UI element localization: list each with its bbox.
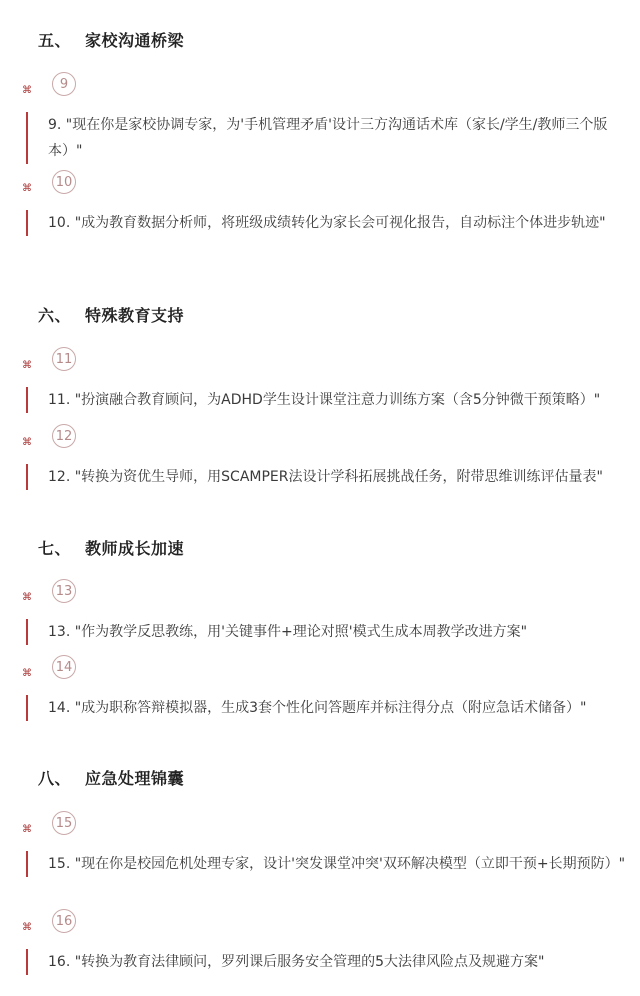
prompt-item: 12. "转换为资优生导师，用SCAMPER法设计学科拓展挑战任务，附带思维训练评估量表"	[26, 464, 630, 490]
bookmark-icon: ⌘	[22, 360, 32, 371]
prompt-item: 13. "作为教学反思教练，用'关键事件+理论对照'模式生成本周教学改进方案"	[26, 619, 630, 645]
prompt-item: 9. "现在你是家校协调专家，为'手机管理矛盾'设计三方沟通话术库（家长/学生/教师三个版本）"	[26, 112, 630, 164]
bookmark-icon: ⌘	[22, 592, 32, 603]
bookmark-icon: ⌘	[22, 437, 32, 448]
prompt-item: 14. "成为职称答辩模拟器，生成3套个性化问答题库并标注得分点（附应急话术储备）"	[26, 695, 630, 721]
number-badge: 11	[52, 347, 76, 371]
item-badge-row	[0, 655, 640, 683]
item-badge-row	[0, 811, 640, 839]
prompt-item: 15. "现在你是校园危机处理专家，设计'突发课堂冲突'双环解决模型（立即干预+长期预防）"	[26, 851, 630, 877]
prompt-item: 11. "扮演融合教育顾问，为ADHD学生设计课堂注意力训练方案（含5分钟微干预策略）"	[26, 387, 630, 413]
item-badge-row	[0, 909, 640, 937]
number-badge: 14	[52, 655, 76, 679]
number-badge: 16	[52, 909, 76, 933]
number-badge: 10	[52, 170, 76, 194]
number-badge: 9	[52, 72, 76, 96]
item-badge-row	[0, 347, 640, 375]
bookmark-icon: ⌘	[22, 824, 32, 835]
bookmark-icon: ⌘	[22, 183, 32, 194]
number-badge: 15	[52, 811, 76, 835]
section-title: 八、 应急处理锦囊	[38, 769, 185, 788]
section-title: 五、 家校沟通桥梁	[38, 31, 185, 50]
item-badge-row	[0, 72, 640, 100]
number-badge: 12	[52, 424, 76, 448]
section-title: 六、 特殊教育支持	[38, 306, 185, 325]
item-badge-row	[0, 579, 640, 607]
section-title: 七、 教师成长加速	[38, 539, 185, 558]
prompt-item: 16. "转换为教育法律顾问，罗列课后服务安全管理的5大法律风险点及规避方案"	[26, 949, 630, 975]
prompt-item: 10. "成为教育数据分析师，将班级成绩转化为家长会可视化报告，自动标注个体进步轨迹"	[26, 210, 630, 236]
bookmark-icon: ⌘	[22, 85, 32, 96]
item-badge-row	[0, 424, 640, 452]
bookmark-icon: ⌘	[22, 668, 32, 679]
item-badge-row	[0, 170, 640, 198]
bookmark-icon: ⌘	[22, 922, 32, 933]
number-badge: 13	[52, 579, 76, 603]
